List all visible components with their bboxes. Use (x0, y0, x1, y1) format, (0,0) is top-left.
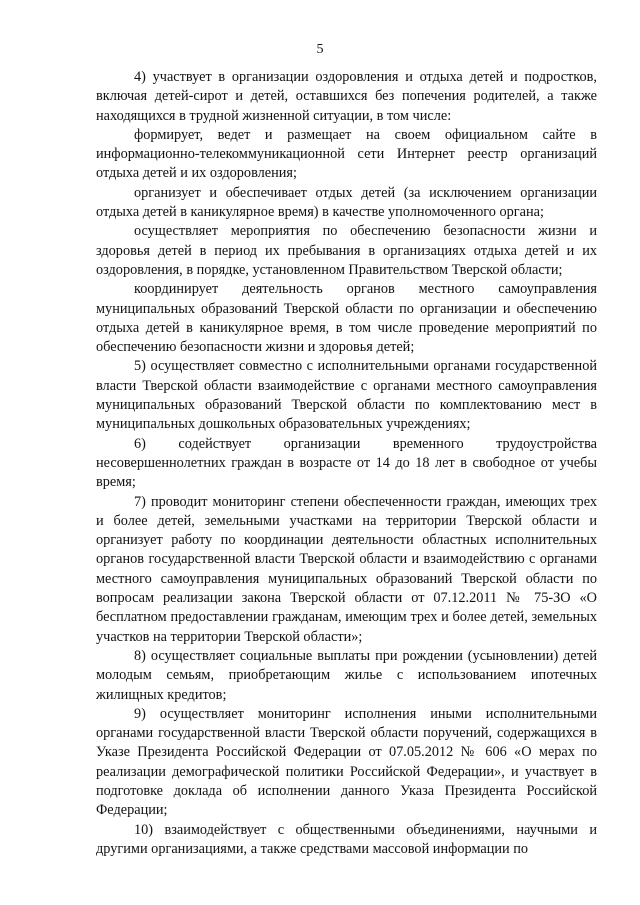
paragraph: 4) участвует в организации оздоровления и отдыха детей и подростков, включая детей-сирот и детей, оставшихся без попечения родителей, а также находящихся в трудной жизненной ситуации, в том числе: (96, 69, 597, 124)
paragraph: 5) осуществляет совместно с исполнительными органами государственной власти Тверской области взаимодействие с органами местного самоуправления муниципальных образований Тверской области по комплектованию мест в муниципальных дошкольных образовательных учреждениях; (96, 358, 597, 433)
page-number: 5 (316, 42, 324, 57)
paragraph: 8) осуществляет социальные выплаты при рождении (усыновлении) детей молодым семьям, приобретающим жилье с использованием ипотечных жилищных кредитов; (96, 647, 597, 703)
document-body (96, 68, 597, 859)
paragraph: организует и обеспечивает отдых детей (за исключением организации отдыха детей в каникулярное время) в качестве уполномоченного органа; (96, 184, 597, 221)
paragraph: 10) взаимодействует с общественными объединениями, научными и другими организациями, а также средствами массовой информации по (96, 821, 597, 857)
paragraph: 6) содействует организации временного трудоустройства несовершеннолетних граждан в возрасте от 14 до 18 лет в свободное от учебы время; (96, 435, 597, 491)
paragraph: формирует, ведет и размещает на своем официальном сайте в информационно-телекоммуникационной сети Интернет реестр организаций отдыха детей и их оздоровления; (96, 126, 597, 182)
paragraph: 7) проводит мониторинг степени обеспеченности граждан, имеющих трех и более детей, земельными участками на территории Тверской области и организует работу по координации деятельности областных исполнительных органов государственной власти Тверской области и взаимодействию с органами местного самоуправления муниципальных образований Тверской области по вопросам реализации закона Тверской области от 07.12.2011 № 75-ЗО «О бесплатном предоставлении гражданам, имеющим трех и более детей, земельных участков на территории Тверской области»; (96, 493, 597, 645)
paragraph: координирует деятельность органов местного самоуправления муниципальных образований Тверской области по организации и обеспечению отдыха детей в каникулярное время, в том числе проведение мероприятий по обеспечению безопасности жизни и здоровья детей; (96, 281, 597, 356)
paragraph: 9) осуществляет мониторинг исполнения иными исполнительными органами государственной власти Тверской области поручений, содержащихся в Указе Президента Российской Федерации от 07.05.2012 № 606 «О мерах по реализации демографической политики Российской Федерации», и участвует в подготовке доклада об исполнении данного Указа Президента Российской Федерации; (96, 705, 597, 819)
paragraph: осуществляет мероприятия по обеспечению безопасности жизни и здоровья детей в период их пребывания в организациях отдыха детей и их оздоровления, в порядке, установленном Правительством Тверской области; (96, 223, 597, 278)
